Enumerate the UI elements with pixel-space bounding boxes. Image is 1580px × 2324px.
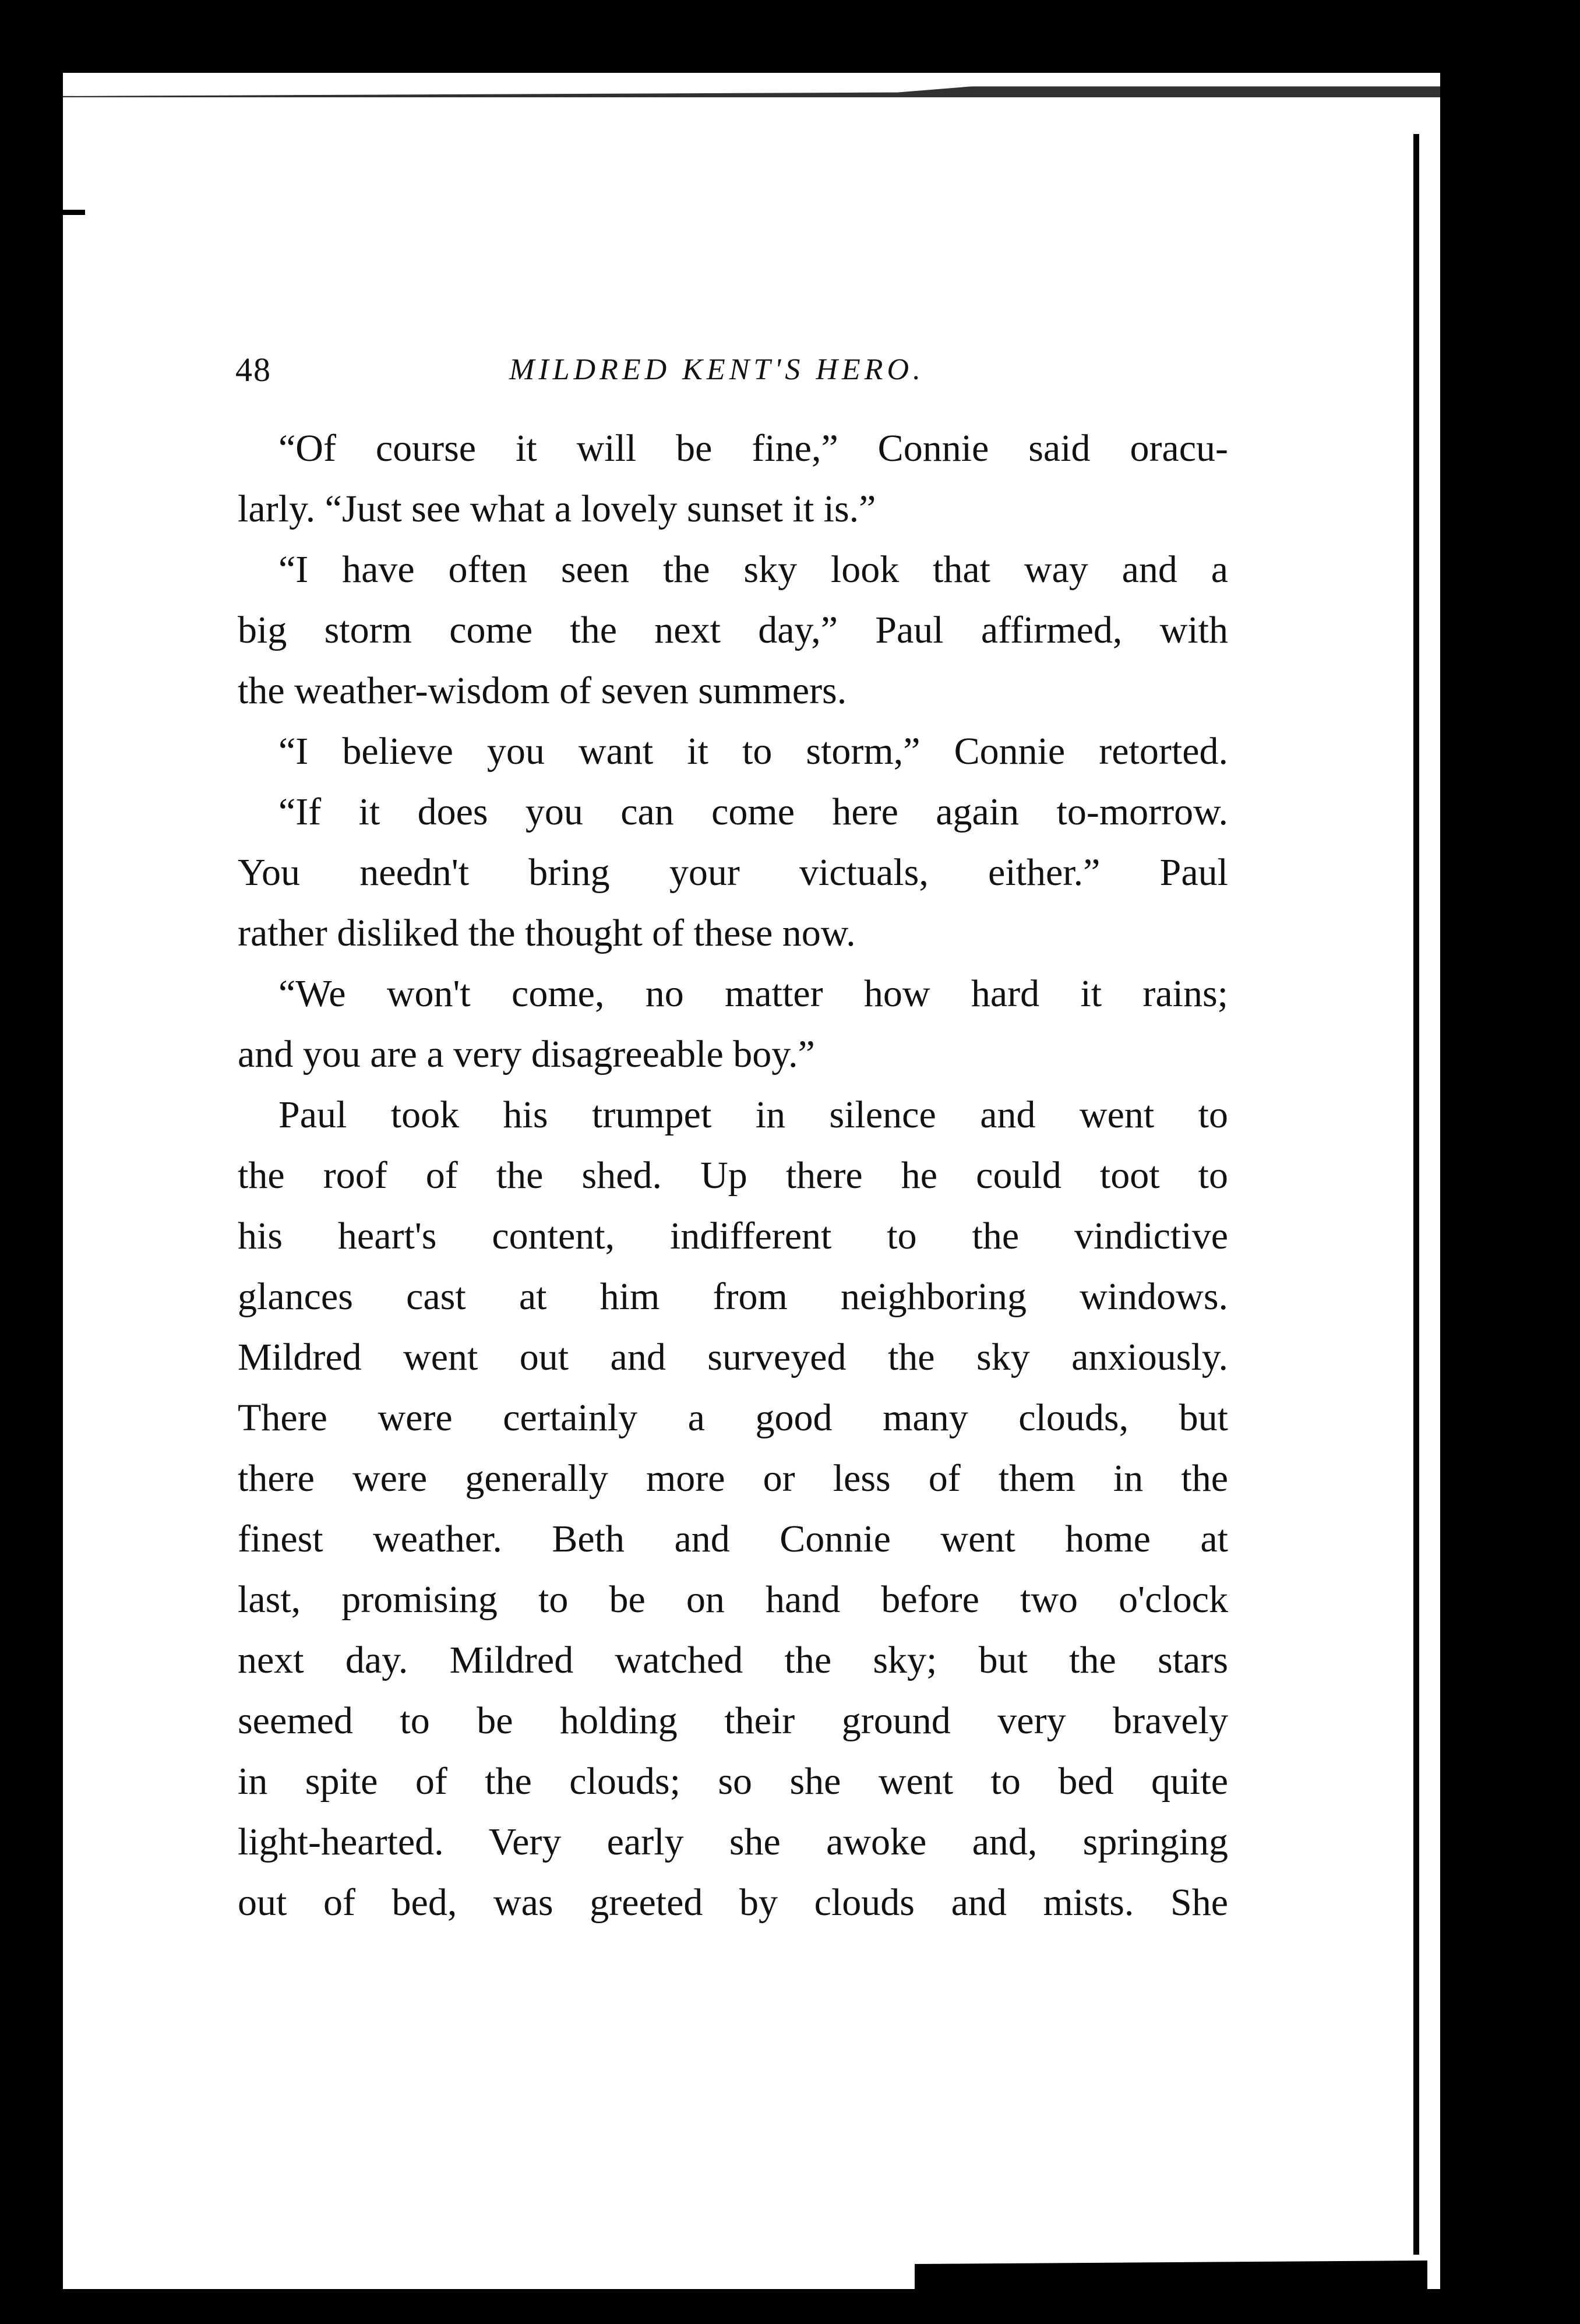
text-line: light-hearted. Very early she awoke and, springing [238, 1821, 1228, 1863]
scan-border-left-mark [63, 210, 85, 215]
text-line: out of bed, was greeted by clouds and mists. She [238, 1881, 1228, 1924]
page-number: 48 [235, 351, 271, 389]
scan-border-top [0, 0, 1580, 73]
text-line: seemed to be holding their ground very bravely [238, 1699, 1228, 1742]
running-title: MILDRED KENT'S HERO. [509, 353, 925, 386]
text-line: the weather-wisdom of seven summers. [238, 669, 847, 712]
page-header [235, 347, 1226, 393]
text-line: “I have often seen the sky look that way and a [278, 548, 1228, 591]
scan-border-bottom-smudge [915, 2260, 1427, 2295]
text-line: big storm come the next day,” Paul affirmed, with [238, 609, 1228, 651]
text-line: next day. Mildred watched the sky; but the stars [238, 1639, 1228, 1681]
text-line: there were generally more or less of them in the [238, 1457, 1228, 1500]
body-text [238, 418, 1228, 1933]
scan-border-right-gap [1422, 99, 1440, 2255]
text-line: in spite of the clouds; so she went to bed quite [238, 1760, 1228, 1803]
text-line: last, promising to be on hand before two o'clock [238, 1578, 1228, 1621]
text-line: “If it does you can come here again to-morrow. [278, 791, 1228, 833]
scan-border-left [0, 0, 63, 2324]
text-line: glances cast at him from neighboring windows. [238, 1275, 1228, 1318]
text-line: “Of course it will be fine,” Connie said oracu- [278, 427, 1228, 470]
text-line: his heart's content, indifferent to the vindictive [238, 1215, 1228, 1257]
text-line: Mildred went out and surveyed the sky anxiously. [238, 1336, 1228, 1378]
text-line: “I believe you want it to storm,” Connie retorted. [278, 730, 1228, 773]
text-line: There were certainly a good many clouds, but [238, 1396, 1228, 1439]
text-line: larly. “Just see what a lovely sunset it is.” [238, 488, 876, 530]
text-line: rather disliked the thought of these now. [238, 912, 856, 954]
text-line: “We won't come, no matter how hard it rains; [278, 972, 1228, 1015]
text-line: the roof of the shed. Up there he could toot to [238, 1154, 1228, 1197]
text-line: finest weather. Beth and Connie went home at [238, 1518, 1228, 1560]
scan-border-right [1440, 0, 1580, 2324]
text-line: You needn't bring your victuals, either.” Paul [238, 851, 1228, 894]
text-line: and you are a very disagreeable boy.” [238, 1033, 815, 1075]
text-line: Paul took his trumpet in silence and went to [278, 1094, 1228, 1136]
scan-border-top-shadow [63, 73, 1580, 97]
scan-border-right-rule [1413, 134, 1419, 2255]
